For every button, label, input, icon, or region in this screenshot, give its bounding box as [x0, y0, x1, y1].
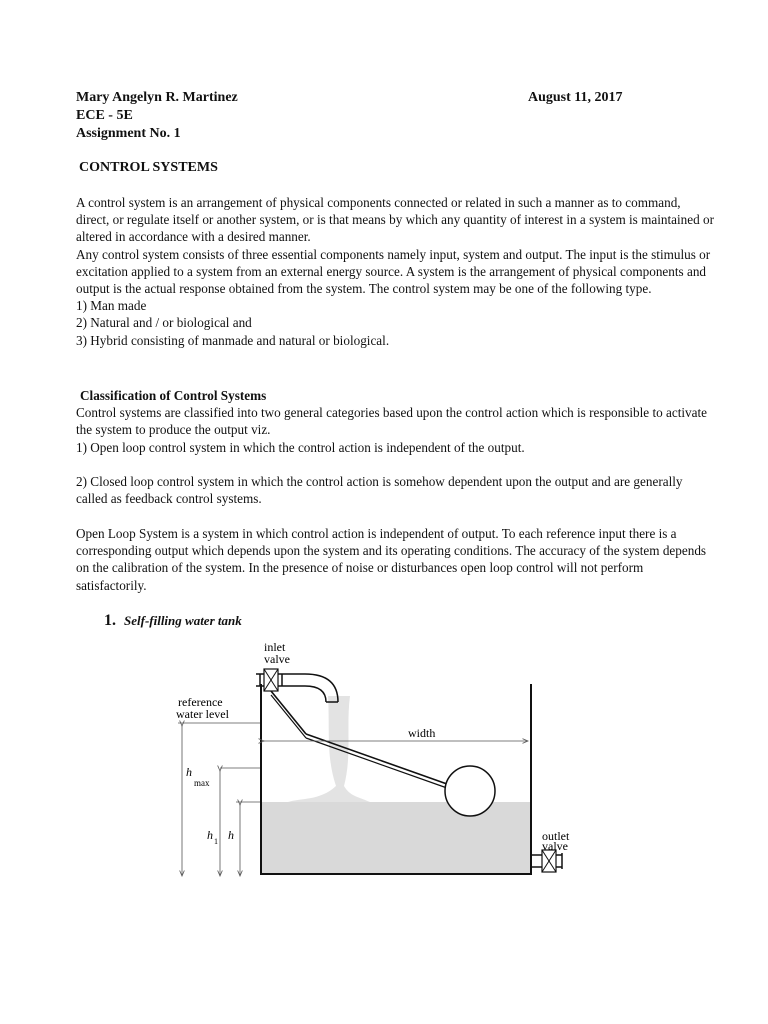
- open-loop-paragraph: Open Loop System is a system in which control action is independent of output. To each reference input there is a corresponding output which depends upon the system and its operating conditions. The accuracy of the system depends on the calibration of the system. In the presence of noise or disturbances open loop control will not perform satisfactorily.: [76, 526, 707, 593]
- reference-label: reference: [178, 695, 223, 709]
- water-body: [261, 802, 531, 874]
- intro-paragraph-1: A control system is an arrangement of physical components connected or related in such a manner as to command, direct, or regulate itself or another system, or is that means by which any quantity of interest in a system is maintained or altered in accordance with a desired manner.: [76, 195, 714, 245]
- figure-caption-text: Self-filling water tank: [124, 613, 242, 628]
- type-item-2: 2) Natural and / or biological and: [76, 315, 252, 331]
- outlet-valve-icon: [542, 850, 562, 872]
- type-item-3: 3) Hybrid consisting of manmade and natural or biological.: [76, 332, 390, 348]
- header-block: [76, 89, 238, 143]
- water-level-label: water level: [176, 707, 229, 721]
- course: ECE - 5E: [76, 108, 133, 123]
- water-stream: [288, 696, 370, 802]
- type-item-1: 1) Man made: [76, 298, 147, 314]
- h-max-subscript: max: [194, 778, 210, 788]
- intro-section: [76, 194, 716, 349]
- open-loop-section: [76, 525, 716, 594]
- width-label: width: [408, 726, 436, 740]
- date: August 11, 2017: [528, 90, 623, 105]
- figure-number: 1.: [104, 612, 116, 629]
- inlet-valve-icon: [260, 669, 282, 691]
- classification-item-1: 1) Open loop control system in which the control action is independent of the output.: [76, 439, 525, 455]
- outlet-label: outlet: [542, 829, 570, 843]
- classification-item-2: 2) Closed loop control system in which the control action is somehow dependent upon the output and are generally called as feedback control systems.: [76, 474, 683, 507]
- page-title: CONTROL SYSTEMS: [79, 160, 218, 175]
- closed-loop-section: [76, 473, 716, 507]
- classification-section: [76, 387, 716, 456]
- h-max-symbol: h: [186, 765, 192, 779]
- h-symbol: h: [228, 828, 234, 842]
- assignment-number: Assignment No. 1: [76, 126, 181, 141]
- h1-symbol: h: [207, 828, 213, 842]
- inlet-label: inlet: [264, 640, 286, 654]
- float-arm: [271, 691, 306, 734]
- outlet-valve-label: valve: [542, 839, 568, 853]
- intro-paragraph-2: Any control system consists of three essential components namely input, system and output. The input is the stimulus or excitation applied to a system from an external energy source. A system is the arrangement of physical components and output is the actual response obtained from the system. The control system may be one of the following type.: [76, 246, 711, 297]
- h1-subscript: 1: [214, 837, 218, 846]
- author-name: Mary Angelyn R. Martinez: [76, 90, 238, 105]
- classification-paragraph: Control systems are classified into two general categories based upon the control action which is responsible to activate the system to produce the output viz.: [76, 405, 707, 438]
- classification-heading: Classification of Control Systems: [80, 388, 267, 403]
- float-ball: [445, 766, 495, 816]
- water-tank-diagram: [160, 636, 590, 886]
- figure-caption: [104, 612, 242, 630]
- inlet-valve-label: valve: [264, 652, 290, 666]
